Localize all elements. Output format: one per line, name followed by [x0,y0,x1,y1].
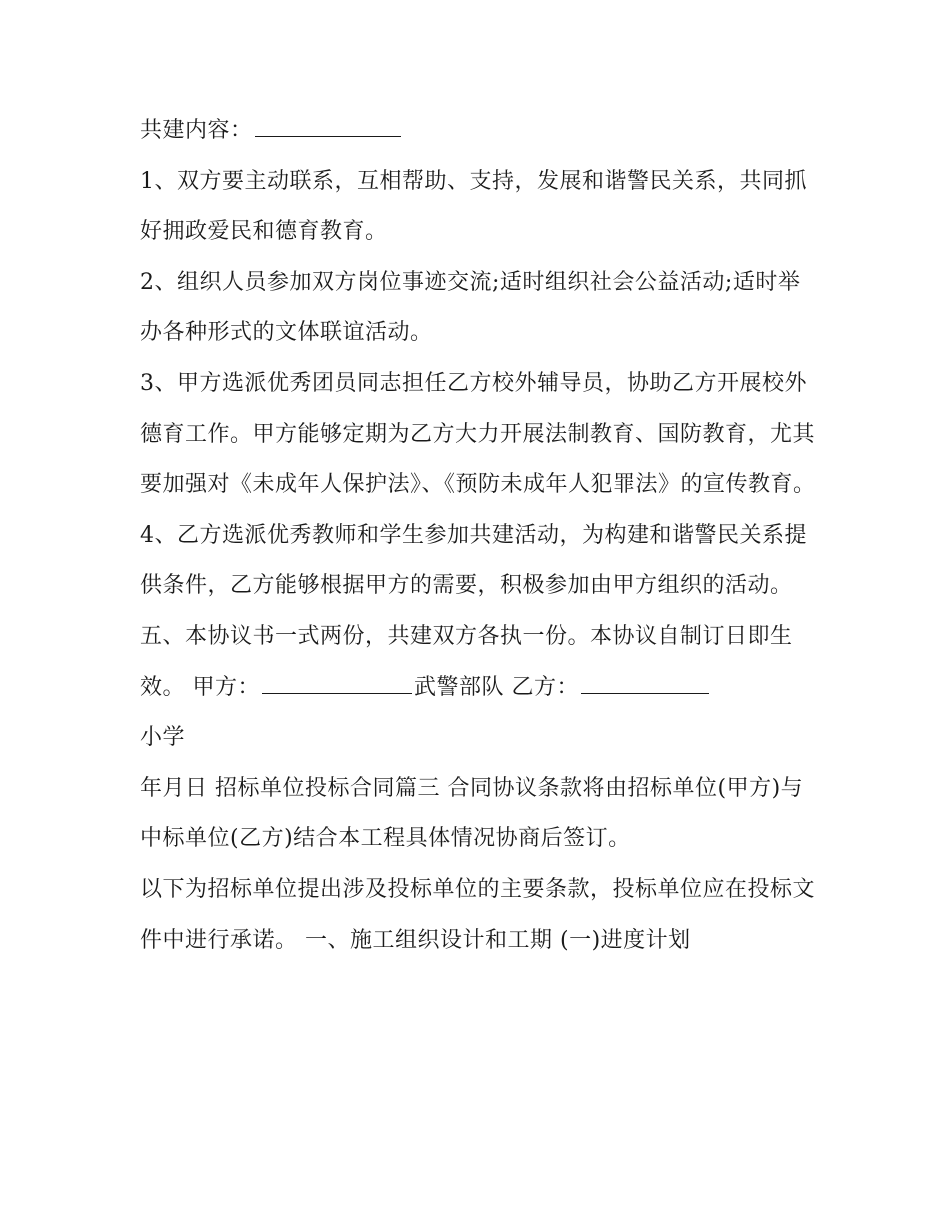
paragraph-item-1: 1、双方要主动联系，互相帮助、支持，发展和谐警民关系，共同抓好拥政爱民和德育教育。 [140,168,807,245]
clause-5-text: 五、本协议书一式两份，共建双方各执一份。本协议自制订日即生效。 甲方： [140,623,793,700]
paragraph-content-heading [140,106,820,157]
paragraph-item-4: 4、乙方选派优秀教师和学生参加共建活动，为构建和谐警民关系提供条件，乙方能够根据甲方的需要，积极参加由甲方组织的活动。 [140,522,807,599]
paragraph-clause-5 [140,612,820,713]
document-body [140,106,820,966]
paragraph-item-2: 2、组织人员参加双方岗位事迹交流;适时组织社会公益活动;适时举办各种形式的文体联谊活动。 [140,269,801,346]
paragraph-tender-intro: 年月日 招标单位投标合同篇三 合同协议条款将由招标单位(甲方)与中标单位(乙方)结合本工程具体情况协商后签订。 [140,775,804,852]
paragraph-school: 小学 [140,725,186,751]
paragraph-tender-terms: 以下为招标单位提出涉及投标单位的主要条款，投标单位应在投标文件中进行承诺。 一、施工组织设计和工期 (一)进度计划 [140,876,816,953]
party-b-text: 武警部队 乙方： [414,674,579,700]
paragraph-item-3: 3、甲方选派优秀团员同志担任乙方校外辅导员，协助乙方开展校外德育工作。甲方能够定期为乙方大力开展法制教育、国防教育，尤其要加强对《未成年人保护法》、《预防未成年人犯罪法》的宣传教育。 [140,370,816,498]
content-label: 共建内容： [140,118,253,143]
blank-line [255,108,401,137]
blank-line [581,665,709,694]
blank-line [262,665,412,694]
